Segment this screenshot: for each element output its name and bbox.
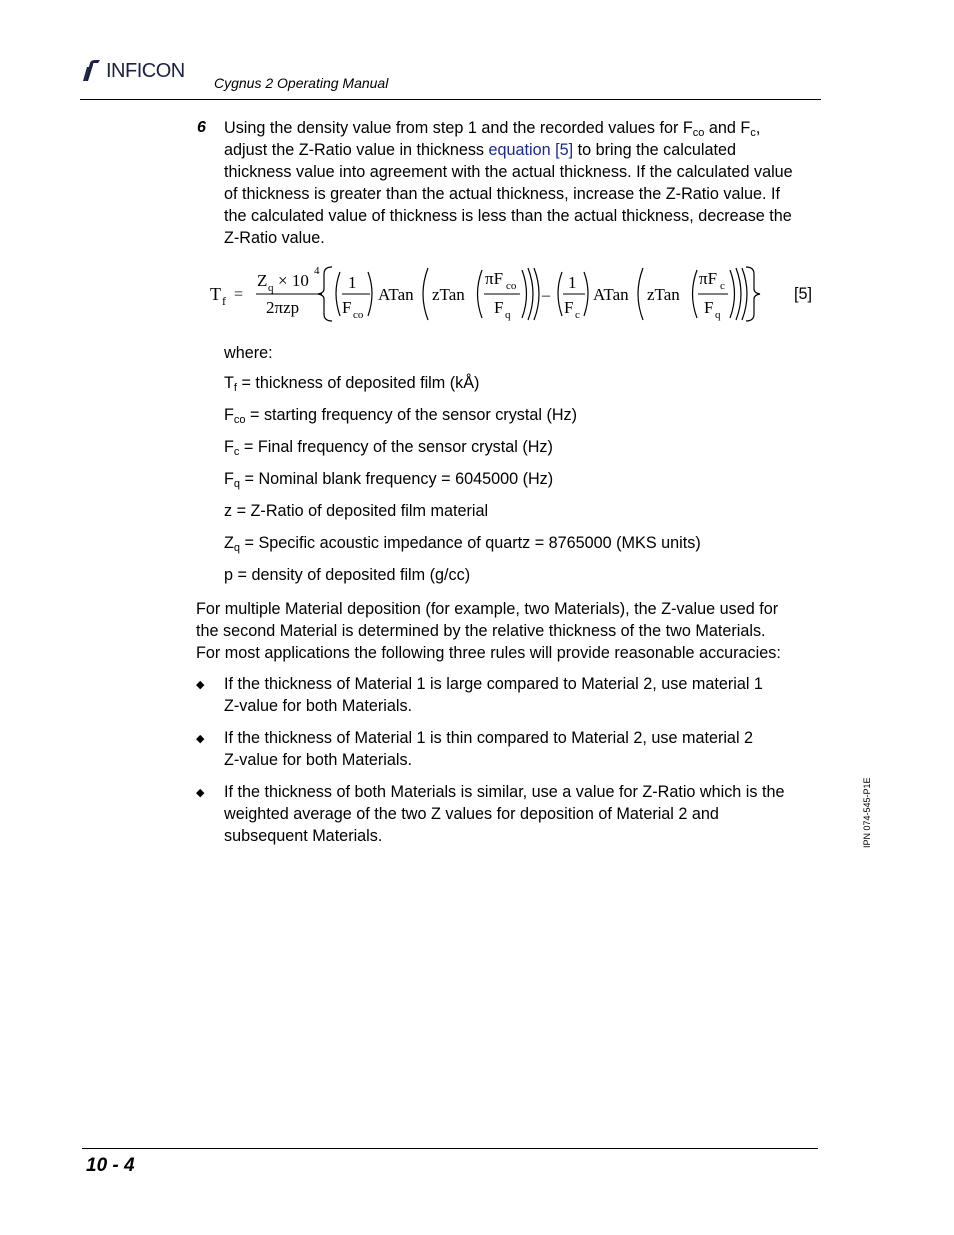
step-text xyxy=(224,117,824,249)
inficon-logo-icon xyxy=(82,59,102,83)
svg-text:q: q xyxy=(715,309,721,321)
svg-text:πF: πF xyxy=(485,269,504,288)
multi-material-paragraph: For multiple Material deposition (for example, two Materials), the Z-value used for the second Material is determined by the relative thickness of the two Materials. For most applications the following three rules will provide reasonable accuracies: xyxy=(196,600,781,662)
svg-text:× 10: × 10 xyxy=(278,271,309,290)
step-line-5: the calculated value of thickness is less than the actual thickness, decrease the xyxy=(224,207,792,225)
svg-text:zTan: zTan xyxy=(432,285,465,304)
step-line-3: thickness value into agreement with the actual thickness. If the calculated value xyxy=(224,163,793,181)
bullet-item-3: If the thickness of both Materials is similar, use a value for Z-Ratio which is the weighted average of the two Z values for deposition of Material 2 and subsequent Materials. xyxy=(224,783,785,845)
definition-fq: $F_q$ = Nominal blank frequency = 6045000 (Hz) xyxy=(224,470,554,490)
inficon-logo xyxy=(82,58,185,84)
definition-tf: $T_f$ = thickness of deposited film (kÅ) xyxy=(224,374,480,394)
footer-rule xyxy=(82,1148,818,1149)
thickness-equation xyxy=(208,262,768,324)
svg-text:q: q xyxy=(268,282,274,294)
where-label: where: xyxy=(224,344,273,362)
svg-text:1: 1 xyxy=(348,273,357,292)
svg-text:–: – xyxy=(542,287,550,304)
svg-text:zTan: zTan xyxy=(647,285,680,304)
step-line-1: Using the density value from step 1 and the recorded values for $F_{co}$ and $F_c$, xyxy=(224,119,761,139)
svg-text:F: F xyxy=(704,298,714,317)
definition-fc: $F_c$ = Final frequency of the sensor crystal (Hz) xyxy=(224,438,553,458)
definition-zq: $Z_q$ = Specific acoustic impedance of quartz = 8765000 (MKS units) xyxy=(224,534,701,554)
bullet-item-1: If the thickness of Material 1 is large compared to Material 2, use material 1 Z-value for both Materials. xyxy=(224,675,763,715)
page-number: 10 - 4 xyxy=(86,1155,135,1176)
diamond-bullet-icon: ◆ xyxy=(196,733,205,745)
svg-text:c: c xyxy=(720,280,725,292)
definition-fco: $F_{co}$ = starting frequency of the sensor crystal (Hz) xyxy=(224,406,578,426)
svg-text:co: co xyxy=(353,309,364,321)
definition-p: p = density of deposited film (g/cc) xyxy=(224,566,471,584)
step-line-2: adjust the Z-Ratio value in thickness equation [5] to bring the calculated xyxy=(224,141,737,159)
svg-text:F: F xyxy=(494,298,504,317)
bullet-item-2: If the thickness of Material 1 is thin compared to Material 2, use material 2 Z-value for both Materials. xyxy=(224,729,754,769)
svg-text:ATan: ATan xyxy=(593,285,629,304)
svg-text:2πzp: 2πzp xyxy=(266,298,300,317)
svg-text:πF: πF xyxy=(699,269,718,288)
svg-text:ATan: ATan xyxy=(378,285,414,304)
svg-text:T: T xyxy=(210,284,221,304)
step-line-6: Z-Ratio value. xyxy=(224,229,325,247)
step-number: 6 xyxy=(197,119,206,136)
svg-text:=: = xyxy=(234,286,244,303)
equation-link[interactable]: equation [5] xyxy=(488,141,574,159)
definition-z: z = Z-Ratio of deposited film material xyxy=(224,502,489,520)
logo-text: INFICON xyxy=(106,59,185,82)
header-rule xyxy=(80,99,821,100)
svg-text:c: c xyxy=(575,309,580,321)
svg-text:co: co xyxy=(506,280,517,292)
step-line-4: of thickness is greater than the actual thickness, increase the Z-Ratio value. If xyxy=(224,185,781,203)
svg-text:q: q xyxy=(505,309,511,321)
svg-text:F: F xyxy=(564,298,574,317)
svg-text:Z: Z xyxy=(257,271,268,290)
svg-text:F: F xyxy=(342,298,352,317)
diamond-bullet-icon: ◆ xyxy=(196,679,205,691)
svg-text:1: 1 xyxy=(568,273,577,292)
equation-number: [5] xyxy=(794,285,812,303)
diamond-bullet-icon: ◆ xyxy=(196,787,205,799)
ipn-side-text: IPN 074-545-P1E xyxy=(862,777,872,848)
svg-text:f: f xyxy=(222,294,226,308)
svg-text:4: 4 xyxy=(314,265,320,277)
manual-title: Cygnus 2 Operating Manual xyxy=(214,75,389,91)
